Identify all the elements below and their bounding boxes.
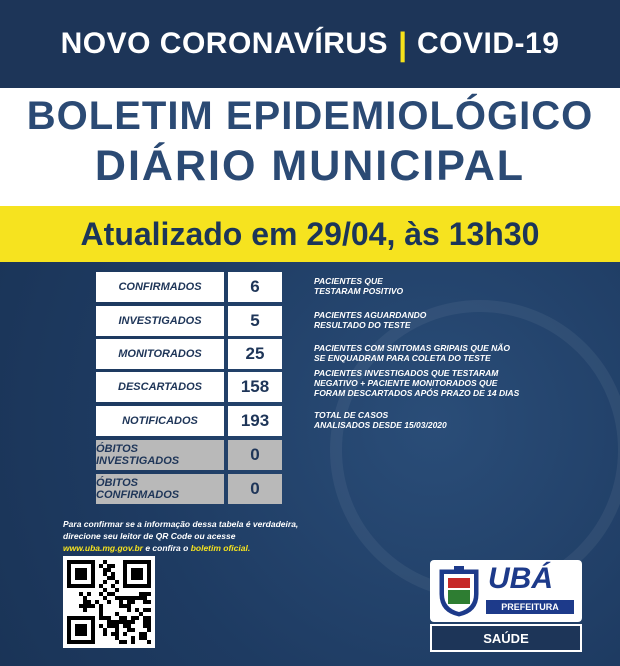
info-line2: direcione seu leitor de QR Code ou acesse [63,531,236,541]
stat-description [314,343,574,363]
website-link[interactable]: www.uba.mg.gov.br [63,543,143,553]
description-line: PACIENTES AGUARDANDO [314,310,427,320]
stat-label: ÓBITOS CONFIRMADOS [96,474,224,504]
logo-top [430,560,582,622]
stat-value: 0 [228,474,282,504]
info-mid: e confira o [142,543,191,553]
info-line1: Para confirmar se a informação dessa tabela é verdadeira, [63,519,299,529]
bulletin-title-line1: BOLETIM EPIDEMIOLÓGICO [26,94,594,138]
stat-label: NOTIFICADOS [96,406,224,436]
logo-department: SAÚDE [430,624,582,652]
stat-description [314,276,574,296]
qr-code[interactable] [63,556,155,648]
stat-label: INVESTIGADOS [96,306,224,336]
stat-value: 25 [228,339,282,369]
city-seal-icon [436,564,482,618]
stat-label: CONFIRMADOS [96,272,224,302]
update-text: Atualizado em 29/04, às 13h30 [80,215,540,252]
logo-prefeitura: PREFEITURA [486,600,574,614]
bulletin-header [0,88,620,206]
stat-value: 193 [228,406,282,436]
topic-title: NOVO CORONAVÍRUS [60,27,389,60]
stat-description [314,410,574,430]
description-line: ANALISADOS DESDE 15/03/2020 [314,420,447,430]
qr-code-graphic [67,560,151,644]
top-banner [0,0,620,88]
stat-label: MONITORADOS [96,339,224,369]
description-line: PACIENTES COM SINTOMAS GRIPAIS QUE NÃO [314,343,510,353]
verification-info [63,518,343,554]
description-line: PACIENTES QUE [314,276,383,286]
info-line3 [63,542,343,554]
description-line: PACIENTES INVESTIGADOS QUE TESTARAM [314,368,499,378]
prefeitura-logo [430,560,582,654]
description-line: TESTARAM POSITIVO [314,286,404,296]
official-bulletin-link[interactable]: boletim oficial. [190,543,251,553]
description-line: FORAM DESCARTADOS APÓS PRAZO DE 14 DIAS [314,388,520,398]
stat-label: ÓBITOS INVESTIGADOS [96,440,224,470]
description-line: RESULTADO DO TESTE [314,320,411,330]
stat-description [314,310,574,330]
topic-subtitle: COVID-19 [417,27,560,60]
logo-city-name: UBÁ [488,562,553,595]
update-banner [0,206,620,262]
description-line: TOTAL DE CASOS [314,410,389,420]
stat-value: 0 [228,440,282,470]
stat-value: 158 [228,372,282,402]
description-line: SE ENQUADRAM PARA COLETA DO TESTE [314,353,491,363]
stat-value: 6 [228,272,282,302]
description-line: NEGATIVO + PACIENTE MONITORADOS QUE [314,378,498,388]
stat-description [314,368,574,398]
stat-value: 5 [228,306,282,336]
stat-label: DESCARTADOS [96,372,224,402]
title-separator: | [398,25,408,62]
bulletin-title-line2: DIÁRIO MUNICIPAL [94,142,526,190]
